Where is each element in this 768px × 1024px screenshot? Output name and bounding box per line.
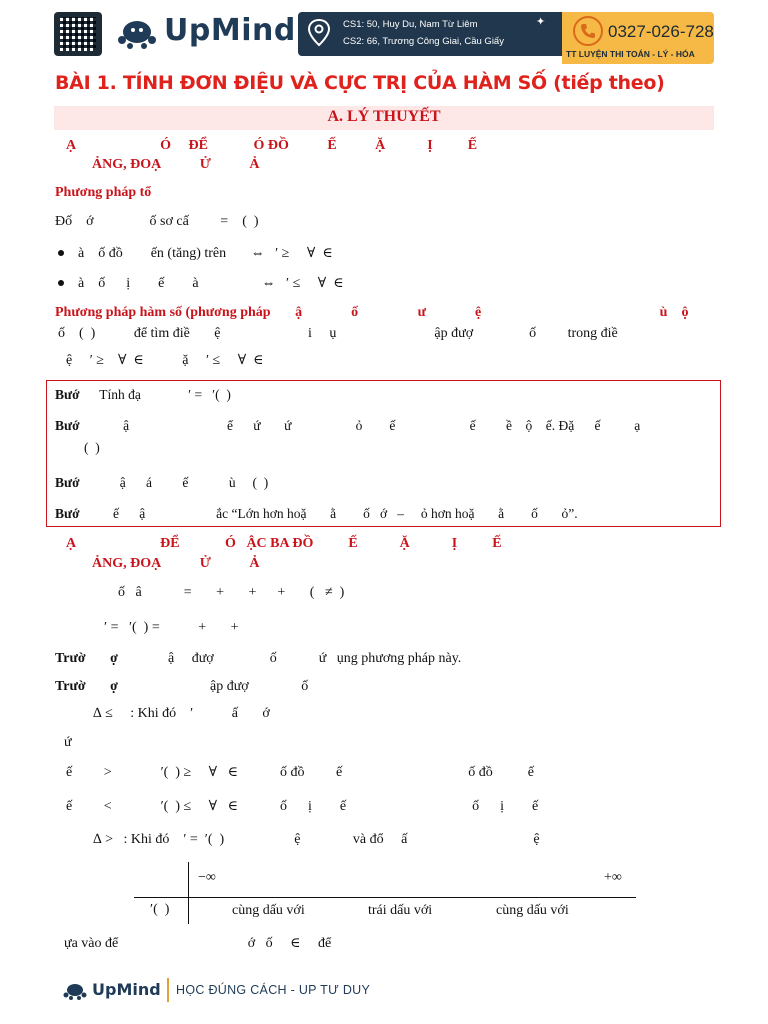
- last-line: ựa vào để ớ ố ∈ để: [64, 936, 332, 951]
- phone-number: 0327-026-728: [608, 22, 714, 41]
- delta-case-1: ∆ ≤ : Khi đó ′ ấ ớ: [93, 706, 270, 721]
- table-cell-1: cùng dấu với: [232, 903, 305, 918]
- equation-1: ố â = + + + ( ≠ ): [118, 585, 345, 600]
- bullet-dot: [58, 280, 64, 286]
- row-negative: ế < ′( ) ≤ ∀ ∈ ố ị ế ố ị ế: [66, 799, 539, 814]
- bullet-dot: [58, 250, 64, 256]
- step-3-text: ậ á ế ù ( ): [86, 475, 269, 490]
- delta-case-2: ∆ > : Khi đó ′ = ′( ) ệ và đổ ấ ệ: [93, 832, 540, 847]
- phone-icon: [573, 16, 603, 46]
- dang1-heading-line1: Ạ Ó ĐỂ Ó ĐỒ Ế Ặ Ị Ế: [66, 138, 478, 153]
- step-2-text-l2: ( ): [84, 440, 100, 455]
- section-a-title: A. LÝ THUYẾT: [327, 108, 441, 125]
- step-3-label: Bướ: [55, 475, 80, 490]
- table-plus-infinity: +∞: [604, 870, 622, 885]
- dang2-heading-line2: ẢNG, ĐOẠ Ử Ả: [92, 556, 260, 571]
- upmind-footer-logo-icon: [62, 982, 88, 1000]
- bullet-1: à ố đồ ến (tăng) trên ⇔ ′ ≥ ∀ ∈: [78, 246, 333, 261]
- upmind-logo-icon: [114, 18, 160, 50]
- case-1-label: Trườ ợ: [55, 651, 118, 666]
- table-horizontal-line: [134, 897, 636, 898]
- step-1-text: Tính đạ ′ = ′( ): [86, 387, 231, 402]
- case-2-label: Trườ ợ: [55, 679, 118, 694]
- page-title: BÀI 1. TÍNH ĐƠN ĐIỆU VÀ CỰC TRỊ CỦA HÀM SỐ (tiếp theo): [55, 72, 665, 94]
- method-1-heading: Phương pháp tổ: [55, 185, 152, 200]
- phone-subtitle: TT LUYỆN THI TOÁN - LÝ - HÓA: [566, 49, 695, 59]
- table-vertical-line: [188, 862, 189, 924]
- sparkle-icon: ✦: [536, 15, 546, 28]
- footer-separator: [167, 978, 169, 1002]
- footer-slogan: HỌC ĐÚNG CÁCH - UP TƯ DUY: [176, 983, 371, 997]
- step-4-label: Bướ: [55, 506, 80, 521]
- step-1-label: Bướ: [55, 387, 80, 402]
- method-2-line2: ố ( ) để tìm điề ệ i ụ ập đượ ố trong điề: [58, 326, 618, 341]
- footer-brand: UpMind: [92, 980, 161, 999]
- step-2-text: ậ ể ứ ứ ỏ ế ế ề ộ ế. Đặ ế ạ: [86, 418, 641, 433]
- table-minus-infinity: −∞: [198, 870, 216, 885]
- location-pin-icon: [306, 18, 332, 48]
- row-positive: ế > ′( ) ≥ ∀ ∈ ố đồ ế ố đồ ế: [66, 765, 534, 780]
- bullet-2: à ố ị ế à ⇔ ′ ≤ ∀ ∈: [78, 276, 344, 291]
- dang1-heading-line2: ẢNG, ĐOẠ Ử Ả: [92, 157, 260, 172]
- address-line-2: CS2: 66, Trương Công Giai, Cầu Giấy: [343, 36, 504, 47]
- equation-2: ′ = ′( ) = + +: [104, 620, 239, 635]
- method-2-line3: ệ ′ ≥ ∀ ∈ ặ ′ ≤ ∀ ∈: [66, 353, 264, 368]
- brand-name: UpMind: [164, 13, 296, 48]
- qr-code: [54, 12, 102, 56]
- method-2-heading: Phương pháp hàm số (phương pháp ậ ố ư ệ ù ộ: [55, 305, 689, 320]
- dang2-heading-line1: Ạ ĐỂ Ó ẬC BA ĐỒ Ế Ặ Ị Ế: [66, 536, 502, 551]
- step-2-label: Bướ: [55, 418, 80, 433]
- step-4-text: ế ậ ắc “Lớn hơn hoặ ằ ố ớ – ỏ hơn hoặ ằ ố ỏ”.: [86, 506, 578, 521]
- address-line-1: CS1: 50, Huy Du, Nam Từ Liêm: [343, 19, 478, 30]
- table-row-label: ′( ): [150, 902, 170, 917]
- method-1-line: Đố ớ ố sơ cấ = ( ): [55, 214, 259, 229]
- case-1-text: ậ đượ ố ứ ụng phương pháp này.: [140, 651, 462, 666]
- table-cell-2: trái dấu với: [368, 903, 433, 918]
- table-cell-3: cùng dấu với: [496, 903, 569, 918]
- ung-line: ứ: [64, 735, 72, 750]
- case-2-text: ập đượ ố: [140, 679, 309, 694]
